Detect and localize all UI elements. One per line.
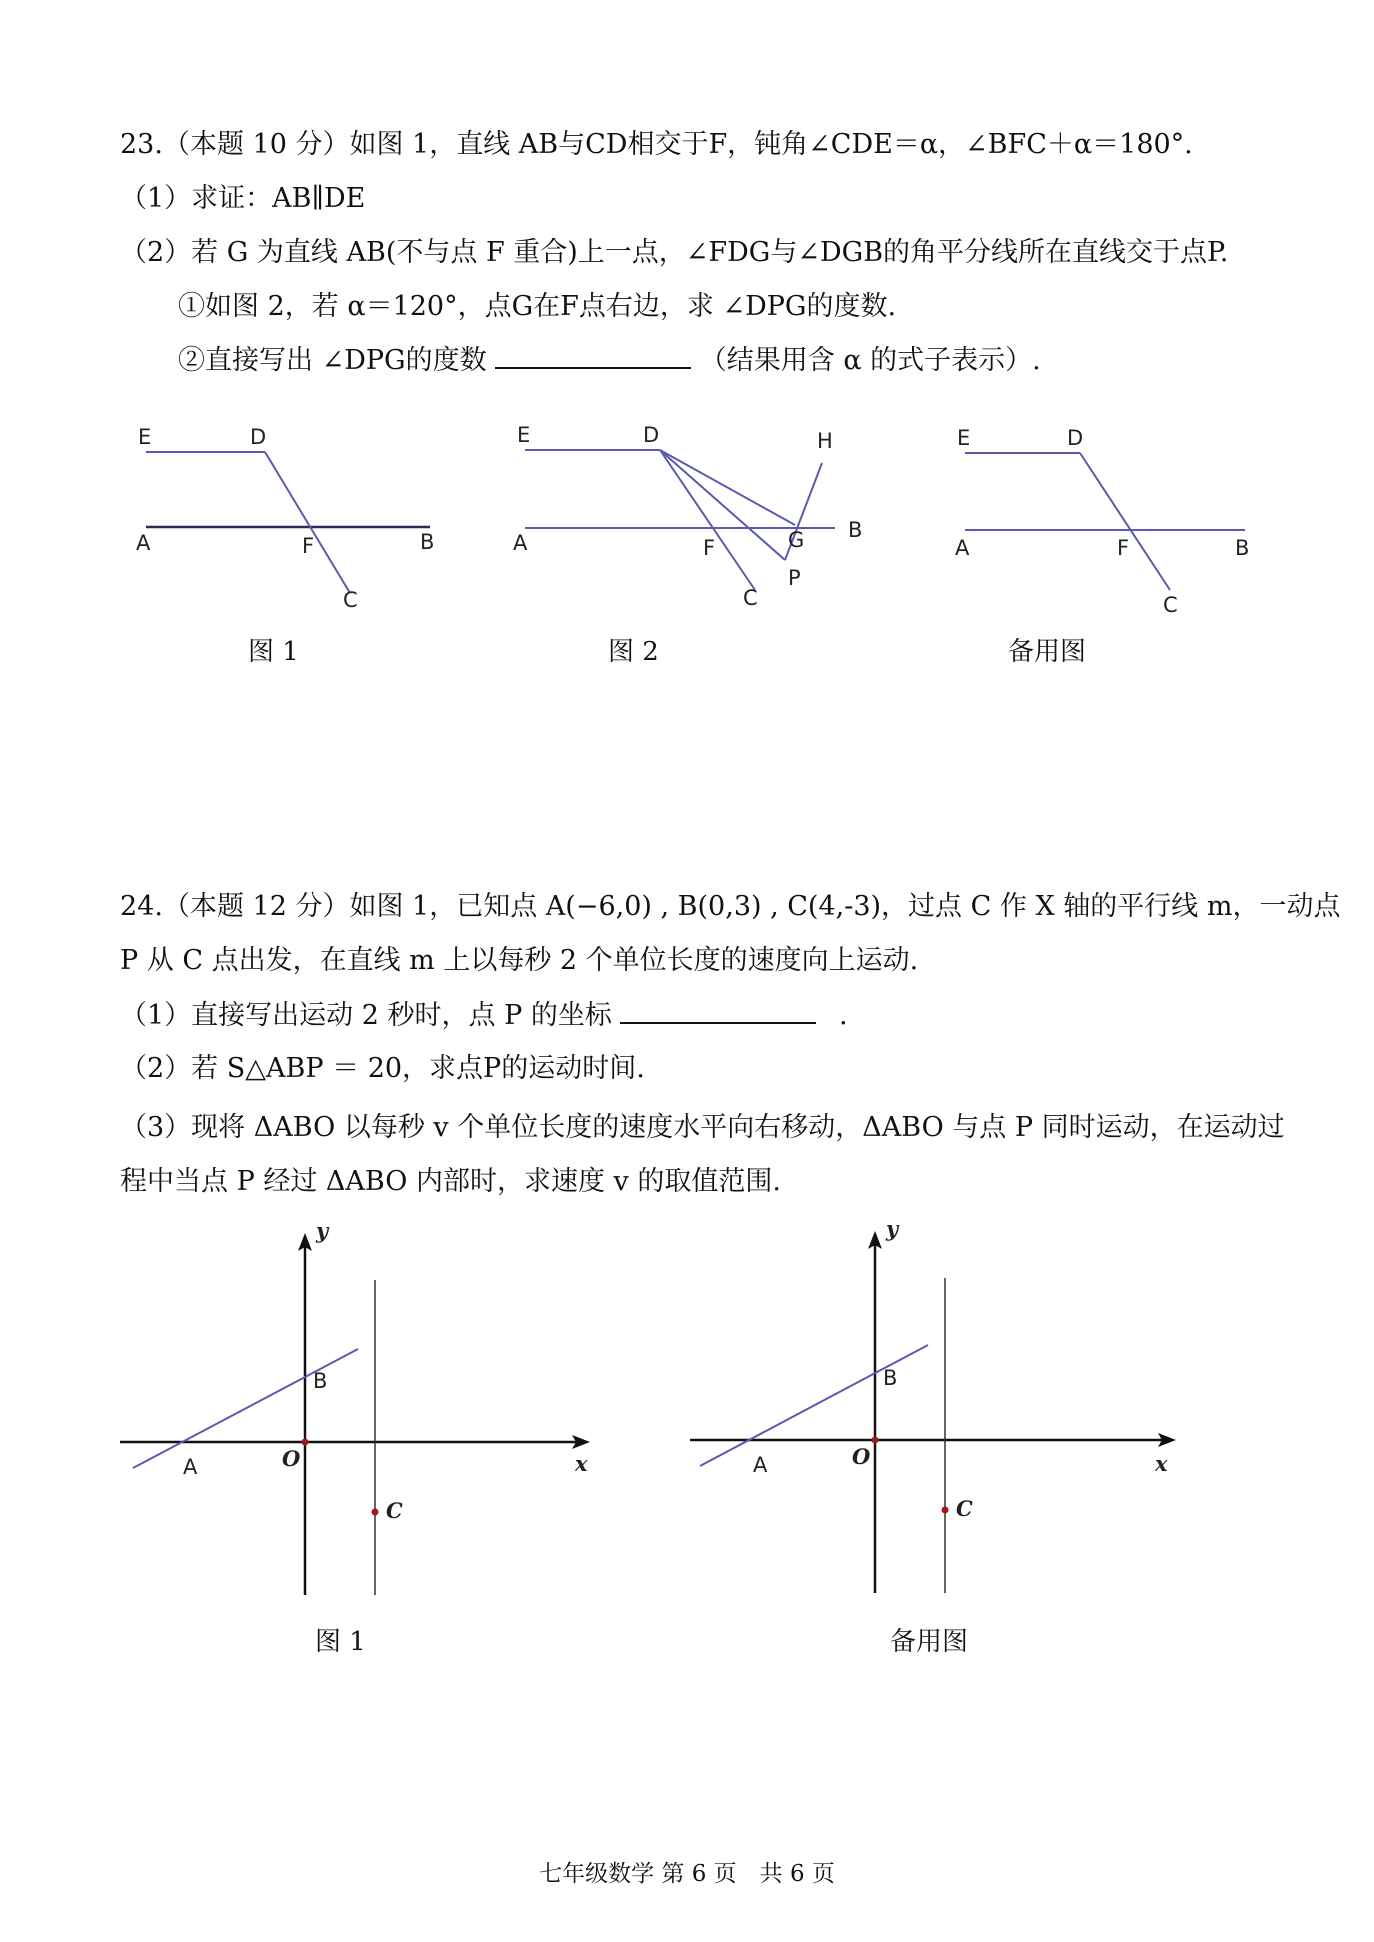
label-E: E [138, 425, 152, 449]
point-c [942, 1507, 949, 1514]
label-F: F [703, 536, 716, 560]
label-D: D [1067, 426, 1084, 450]
q23-figure-1 [130, 415, 450, 615]
label-E: E [517, 423, 531, 447]
q24-part3: （3）现将 ΔABO 以每秒 v 个单位长度的速度水平向右移动，ΔABO 与点 P 同时运动，在运动过 [120, 1112, 1285, 1143]
segment-dg [660, 450, 795, 525]
label-A: A [955, 536, 970, 560]
point-c [372, 1509, 379, 1516]
q24-answer-blank[interactable] [620, 998, 816, 1024]
q24-fig1-caption: 图 1 [315, 1627, 366, 1657]
label-B: B [883, 1366, 898, 1390]
label-F: F [302, 534, 315, 558]
label-D: D [643, 423, 660, 447]
label-E: E [957, 426, 971, 450]
label-C: C [1163, 593, 1178, 615]
q23-spare-figure [945, 415, 1265, 615]
label-D: D [250, 425, 267, 449]
label-P: P [788, 566, 801, 590]
label-O: O [852, 1444, 871, 1469]
q23-part2-b-prefix: ②直接写出 ∠DPG的度数 [178, 345, 487, 376]
q24-part1 [120, 998, 848, 1033]
q23-fig3-caption: 备用图 [1008, 637, 1087, 667]
q24-stem-2: P 从 C 点出发，在直线 m 上以每秒 2 个单位长度的速度向上运动. [120, 945, 919, 976]
label-A: A [183, 1455, 198, 1479]
label-B: B [848, 518, 863, 542]
page-footer: 七年级数学 第 6 页 共 6 页 [539, 1861, 835, 1887]
q23-part2-b-suffix: （结果用含 α 的式子表示）. [699, 345, 1041, 376]
label-y: y [316, 1218, 329, 1243]
q23-part1: （1）求证：AB∥DE [120, 183, 366, 214]
q23-stem: 23.（本题 10 分）如图 1，直线 AB与CD相交于F，钝角∠CDE＝α，∠BFC＋α＝180°. [120, 129, 1193, 160]
label-B: B [313, 1369, 328, 1393]
label-x: x [1155, 1451, 1168, 1476]
q23-answer-blank[interactable] [495, 343, 691, 369]
q24-part2: （2）若 S△ABP ＝ 20，求点P的运动时间. [120, 1053, 645, 1084]
label-y: y [886, 1216, 899, 1241]
q24-figure-1 [120, 1215, 610, 1605]
q23-part2-b [178, 343, 1041, 378]
q24-part1-suffix: . [839, 1000, 848, 1031]
q23-fig1-caption: 图 1 [248, 637, 299, 667]
label-B: B [420, 530, 435, 554]
label-G: G [788, 528, 805, 552]
label-C: C [743, 586, 758, 610]
q24-part3-b: 程中当点 P 经过 ΔABO 内部时，求速度 v 的取值范围. [120, 1166, 781, 1197]
q23-figure-2 [505, 415, 885, 615]
q23-fig2-caption: 图 2 [608, 637, 659, 667]
q24-fig2-caption: 备用图 [890, 1627, 969, 1657]
origin-point [302, 1439, 309, 1446]
label-A: A [753, 1453, 768, 1477]
line-dc [265, 452, 350, 593]
q23-part2: （2）若 G 为直线 AB(不与点 F 重合)上一点，∠FDG与∠DGB的角平分线所在直线交于点P. [120, 237, 1229, 268]
line-ab [700, 1345, 928, 1466]
label-B: B [1235, 536, 1250, 560]
origin-point [872, 1437, 879, 1444]
q24-spare-figure [690, 1213, 1180, 1603]
label-C: C [956, 1496, 973, 1521]
label-x: x [575, 1451, 588, 1476]
label-A: A [136, 531, 151, 555]
label-F: F [1117, 536, 1130, 560]
q24-stem: 24.（本题 12 分）如图 1，已知点 A(−6,0) , B(0,3) , C(4,-3)，过点 C 作 X 轴的平行线 m，一动点 [120, 891, 1341, 922]
label-O: O [282, 1446, 301, 1471]
label-A: A [513, 531, 528, 555]
label-C: C [386, 1498, 403, 1523]
line-ab [133, 1349, 358, 1468]
line-dc [1080, 453, 1170, 590]
label-C: C [343, 588, 358, 612]
q23-part2-a: ①如图 2，若 α＝120°，点G在F点右边，求 ∠DPG的度数. [178, 291, 897, 322]
q24-part1-prefix: （1）直接写出运动 2 秒时，点 P 的坐标 [120, 1000, 612, 1031]
label-H: H [817, 429, 833, 453]
